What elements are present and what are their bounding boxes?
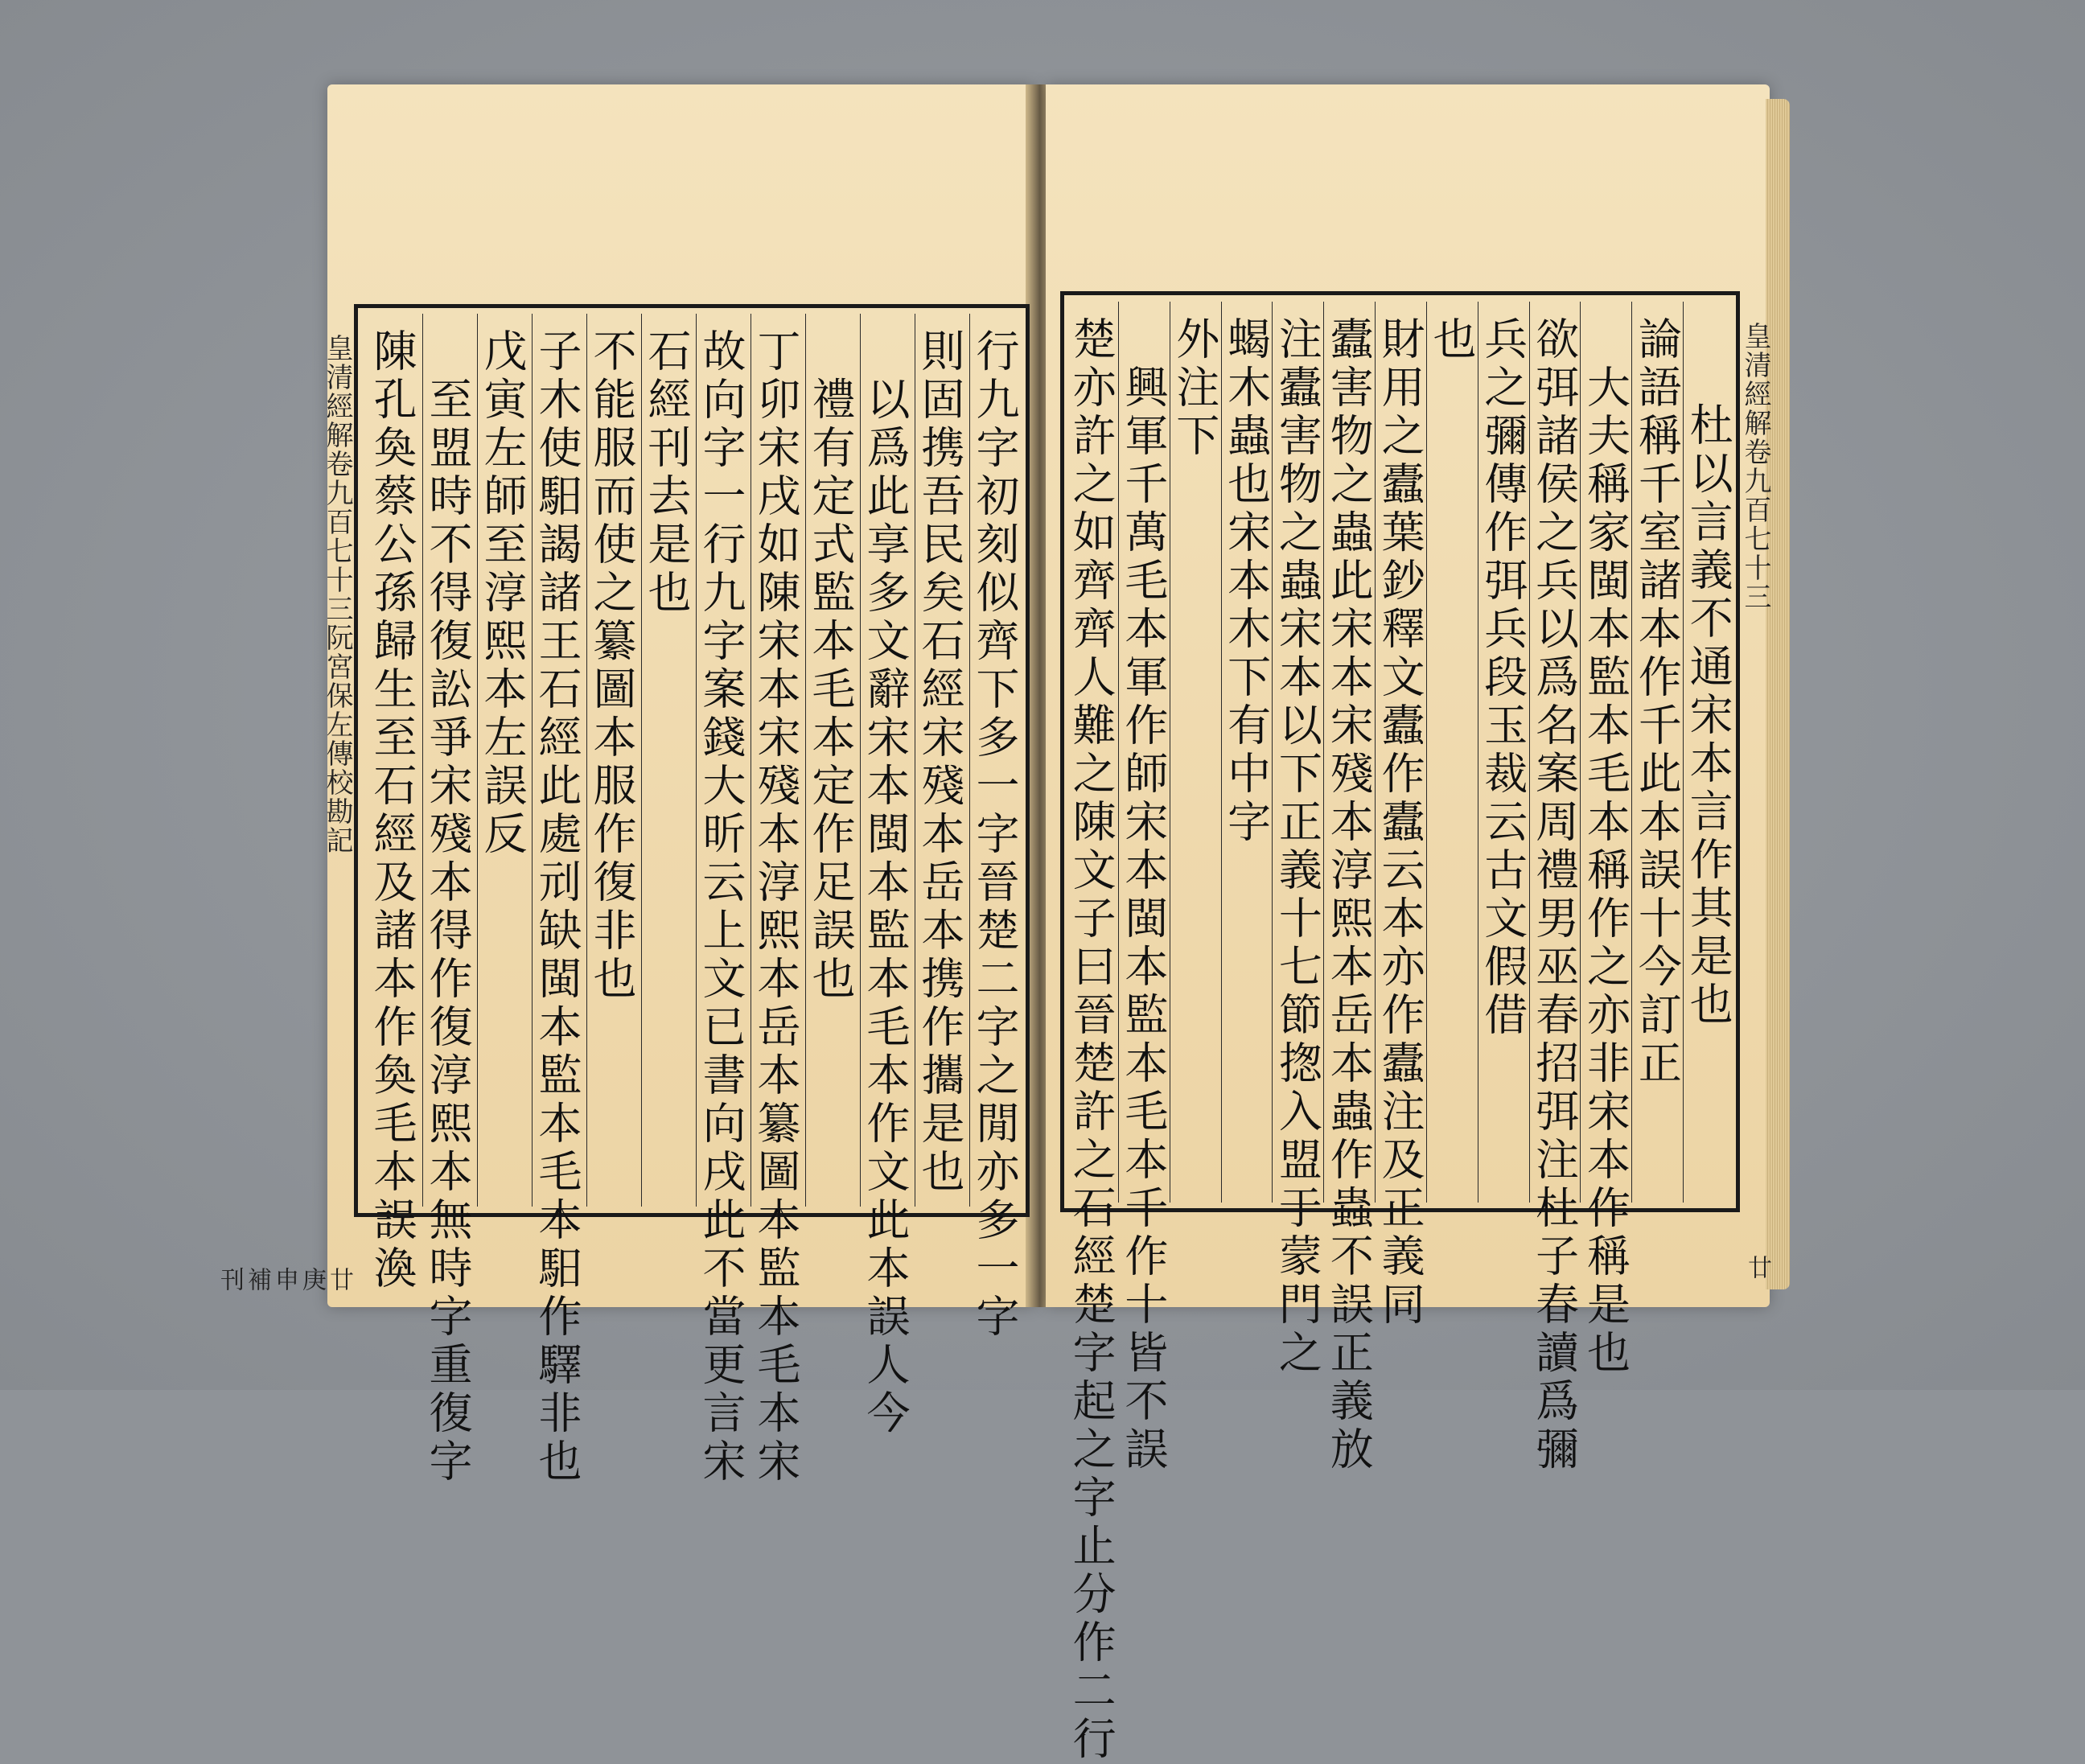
column-text: 子木使馹謁諸王石經此處刓缺閩本監本毛本馹作驛非也 — [532, 328, 582, 1486]
text-column — [1375, 302, 1426, 1330]
text-column — [1170, 302, 1221, 1203]
right-fold-title — [1739, 322, 1771, 611]
column-text: 蝎木蟲也宋本木下有中字 — [1220, 316, 1272, 847]
text-column — [915, 314, 969, 1207]
text-column — [696, 314, 751, 1486]
fold-title-text: 皇清經解 — [321, 334, 353, 450]
text-column — [751, 314, 805, 1486]
text-column — [1117, 302, 1170, 1474]
text-column — [969, 314, 1024, 1342]
fold-page-number: 廿 — [1743, 1255, 1771, 1279]
right-text-columns — [1066, 302, 1734, 1764]
text-column — [1580, 302, 1631, 1378]
text-column — [1323, 302, 1375, 1474]
text-column — [1272, 302, 1323, 1378]
column-text: 杜以言義不通宋本言作其是也 — [1683, 402, 1734, 1030]
text-column — [1066, 302, 1118, 1764]
column-text: 石經刊去是也 — [641, 328, 692, 618]
text-column — [1221, 302, 1273, 1203]
column-text: 故向字一行九字案錢大昕云上文已書向戌此不當更言宋 — [696, 328, 746, 1486]
column-text: 至盟時不得復訟爭宋殘本得作復淳熙本無時字重復字 — [422, 376, 473, 1486]
column-text: 論語稱千室諸本作千此本誤十今訂正 — [1631, 316, 1683, 1088]
column-text: 行九字初刻似齊下多一字晉楚二字之閒亦多一字 — [969, 328, 1020, 1342]
fold-series-text: 阮宮保左傳校勘記 — [321, 623, 353, 855]
column-text: 欲弭諸侯之兵以爲名案周禮男巫春招弭注杜子春讀爲彌 — [1528, 316, 1580, 1474]
text-column — [422, 314, 477, 1486]
text-column — [532, 314, 586, 1486]
column-text: 兵之彌傳作弭兵段玉裁云古文假借 — [1477, 316, 1528, 1040]
column-text: 財用之蠹葉鈔釋文蠹作蠹云本亦作蠹注及正義同 — [1375, 316, 1426, 1330]
column-text: 丁卯宋戌如陳宋本宋殘本淳熙本岳本纂圖本監本毛本宋 — [751, 328, 801, 1486]
left-fold-title — [323, 334, 352, 855]
column-text: 也 — [1425, 316, 1477, 364]
text-column — [1528, 302, 1581, 1474]
column-text: 注蠹害物之蟲宋本以下正義十七節揔入盟于蒙門之 — [1272, 316, 1323, 1378]
left-fold-footer — [216, 1267, 353, 1291]
column-text: 不能服而使之纂圖本服作復非也 — [586, 328, 637, 1004]
column-text: 楚亦許之如齊齊人難之陳文子曰晉楚許之石經楚字起之字止分作二行 — [1066, 316, 1117, 1764]
column-text: 大夫稱家閩本監本毛本稱作之亦非宋本作稱是也 — [1580, 364, 1631, 1378]
right-fold-footer — [1742, 1255, 1770, 1279]
left-fold-margin — [216, 318, 354, 1291]
fold-title-text: 皇清經解 — [1739, 322, 1771, 438]
text-column — [860, 314, 915, 1438]
column-text: 則固携吾民矣石經宋殘本岳本携作攜是也 — [915, 328, 965, 1197]
text-column — [1631, 302, 1683, 1203]
left-text-columns — [360, 314, 1024, 1486]
fold-page-number: 廿 — [325, 1267, 353, 1291]
column-text: 外注下 — [1169, 316, 1220, 461]
text-column — [586, 314, 641, 1207]
column-text: 陳孔奐蔡公孫歸生至石經及諸本作奐毛本誤渙 — [367, 328, 417, 1293]
right-fold-margin — [1739, 306, 1772, 1279]
column-text: 禮有定式監本毛本定作足誤也 — [805, 376, 856, 1004]
text-column — [367, 314, 422, 1293]
text-column — [1478, 302, 1529, 1203]
column-text: 蠹害物之蟲此宋本宋殘本淳熙本岳本蟲作蟲不誤正義放 — [1323, 316, 1375, 1474]
fold-note: 庚申補刊 — [216, 1267, 326, 1291]
text-column — [1426, 302, 1478, 1203]
text-column — [805, 314, 860, 1207]
text-column — [1683, 302, 1734, 1203]
column-text: 以爲此享多文辭宋本閩本監本毛本作文此本誤人今 — [860, 376, 911, 1438]
column-text: 興軍千萬毛本軍作師宋本閩本監本毛本千作十皆不誤 — [1117, 364, 1169, 1474]
text-column — [477, 314, 532, 1207]
fold-volume-text: 卷九百七十三 — [321, 450, 353, 623]
column-text: 戊寅左師至淳熙本左誤反 — [477, 328, 528, 859]
fold-volume-text: 卷九百七十三 — [1739, 438, 1771, 611]
text-column — [641, 314, 696, 1207]
